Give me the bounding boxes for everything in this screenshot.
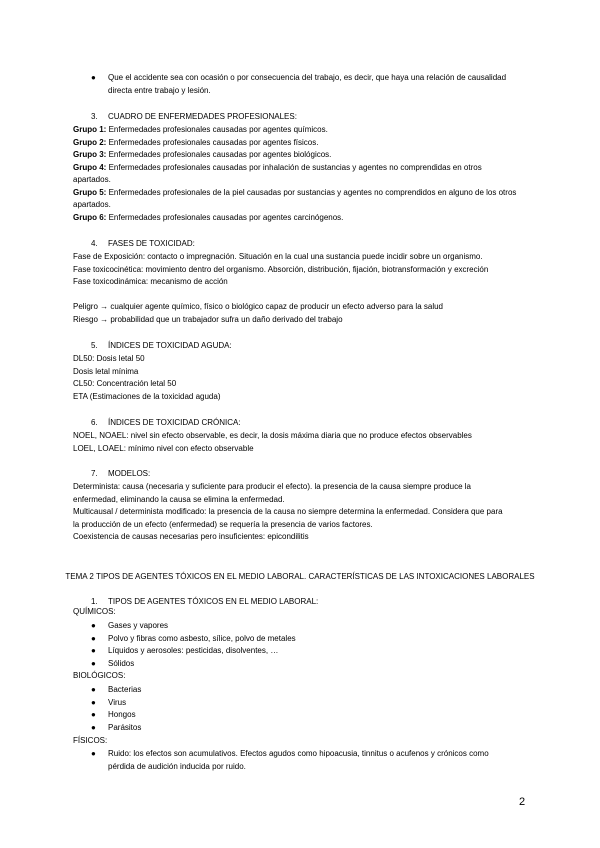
section-title: ÍNDICES DE TOXICIDAD AGUDA: <box>108 341 232 350</box>
section-number: 3. <box>91 112 98 121</box>
category-label: FÍSICOS: <box>73 736 108 745</box>
phase-line: Fase toxicodinámica: mecanismo de acción <box>73 277 228 286</box>
group-row: Grupo 5: Enfermedades profesionales de la piel causadas por sustancias y agentes no comprendidos en alguno de los otros <box>73 188 517 197</box>
list-item: Líquidos y aerosoles: pesticidas, disolventes, … <box>108 646 279 655</box>
list-item: Polvo y fibras como asbesto, sílice, polvo de metales <box>108 634 296 643</box>
section-title: TIPOS DE AGENTES TÓXICOS EN EL MEDIO LABORAL: <box>108 597 319 606</box>
section-number: 6. <box>91 418 98 427</box>
phase-line: Fase toxicocinética: movimiento dentro del organismo. Absorción, distribución, fijación, biotransformación y excreción <box>73 265 489 274</box>
bullet-icon: ● <box>91 723 96 732</box>
group-row: apartados. <box>73 175 111 184</box>
section-title: ÍNDICES DE TOXICIDAD CRÓNICA: <box>108 418 241 427</box>
bullet-icon: ● <box>91 73 96 82</box>
category-label: QUÍMICOS: <box>73 607 116 616</box>
list-item: Parásitos <box>108 723 142 732</box>
phase-line: Fase de Exposición: contacto o impregnación. Situación en la cual una sustancia puede incidir sobre un organismo. <box>73 252 483 261</box>
section-number: 7. <box>91 469 98 478</box>
section-number: 4. <box>91 239 98 248</box>
group-row: Grupo 6: Enfermedades profesionales causadas por agentes carcinógenos. <box>73 213 344 222</box>
definition-line: Peligro → cualquier agente químico, físico o biológico capaz de producir un efecto adverso para la salud <box>73 302 443 311</box>
bullet-icon: ● <box>91 634 96 643</box>
index-line: LOEL, LOAEL: mínimo nivel con efecto observable <box>73 444 254 453</box>
model-line: Determinista: causa (necesaria y suficiente para producir el efecto). la presencia de la causa siempre produce la <box>73 482 471 491</box>
list-item: Ruido: los efectos son acumulativos. Efectos agudos como hipoacusia, tinnitus o acufenos y crónicos como <box>108 749 489 758</box>
page-number: 2 <box>519 796 526 808</box>
index-line: ETA (Estimaciones de la toxicidad aguda) <box>73 392 221 401</box>
index-line: Dosis letal mínima <box>73 367 139 376</box>
definition-line: Riesgo → probabilidad que un trabajador sufra un daño derivado del trabajo <box>73 315 343 324</box>
list-item: Hongos <box>108 710 136 719</box>
group-row: Grupo 4: Enfermedades profesionales causadas por inhalación de sustancias y agentes no comprendidas en otros <box>73 163 482 172</box>
bullet-icon: ● <box>91 659 96 668</box>
bullet-icon: ● <box>91 685 96 694</box>
model-line: Multicausal / determinista modificado: la presencia de la causa no siempre determina la enfermedad. Considera que para <box>73 507 503 516</box>
bullet-icon: ● <box>91 710 96 719</box>
index-line: CL50: Concentración letal 50 <box>73 379 177 388</box>
section-title: CUADRO DE ENFERMEDADES PROFESIONALES: <box>108 112 297 121</box>
bullet-icon: ● <box>91 621 96 630</box>
list-item-continuation: pérdida de audición inducida por ruido. <box>108 762 246 771</box>
group-row: Grupo 3: Enfermedades profesionales causadas por agentes biológicos. <box>73 150 332 159</box>
list-item: Gases y vapores <box>108 621 169 630</box>
section-title: FASES DE TOXICIDAD: <box>108 239 195 248</box>
chapter-title: TEMA 2 TIPOS DE AGENTES TÓXICOS EN EL MEDIO LABORAL. CARACTERÍSTICAS DE LAS INTOXICACIONES LABORALES <box>65 572 535 581</box>
bullet-icon: ● <box>91 698 96 707</box>
section-number: 1. <box>91 597 98 606</box>
list-item: Sólidos <box>108 659 135 668</box>
section-title: MODELOS: <box>108 469 151 478</box>
index-line: NOEL, NOAEL: nivel sin efecto observable, es decir, la dosis máxima diaria que no produce efectos observables <box>73 431 472 440</box>
intro-bullet-line1: Que el accidente sea con ocasión o por consecuencia del trabajo, es decir, que haya una relación de causalidad <box>108 73 507 82</box>
model-line: la producción de un efecto (enfermedad) se requería la presencia de varios factores. <box>73 520 373 529</box>
bullet-icon: ● <box>91 749 96 758</box>
list-item: Bacterias <box>108 685 142 694</box>
group-row: apartados. <box>73 200 111 209</box>
intro-bullet-line2: directa entre trabajo y lesión. <box>108 86 211 95</box>
list-item: Virus <box>108 698 127 707</box>
model-line: Coexistencia de causas necesarias pero insuficientes: epicondilitis <box>73 532 309 541</box>
index-line: DL50: Dosis letal 50 <box>73 354 145 363</box>
section-number: 5. <box>91 341 98 350</box>
group-row: Grupo 1: Enfermedades profesionales causadas por agentes químicos. <box>73 125 328 134</box>
category-label: BIOLÓGICOS: <box>73 671 126 680</box>
model-line: enfermedad, eliminando la causa se elimina la enfermedad. <box>73 495 285 504</box>
group-row: Grupo 2: Enfermedades profesionales causadas por agentes físicos. <box>73 138 319 147</box>
bullet-icon: ● <box>91 646 96 655</box>
